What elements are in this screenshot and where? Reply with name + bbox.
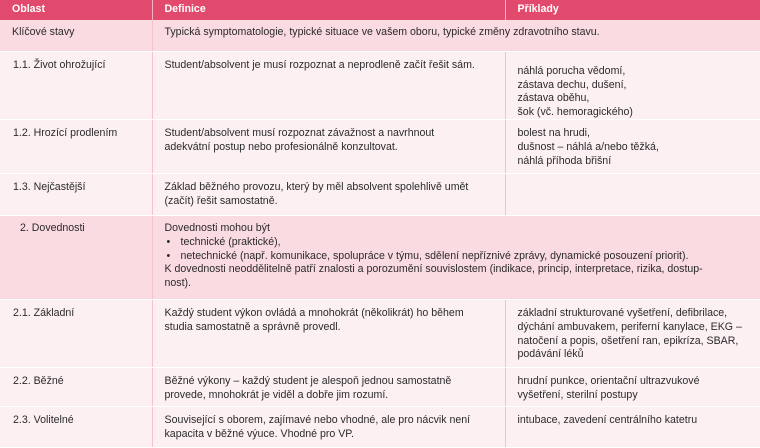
examples-cell (505, 368, 760, 407)
definition-cell (152, 120, 505, 174)
definition-line: kapacita v běžné výuce. Vhodné pro VP. (164, 427, 354, 440)
area-cell: Klíčové stavy (0, 20, 152, 52)
definition-line: studia samostatně a správně provedl. (164, 320, 341, 333)
example-item: zástava oběhu, (517, 92, 590, 105)
definition-cell (152, 368, 505, 407)
definition-line: adekvátní postup nebo profesionálně konzultovat. (164, 140, 398, 153)
definition-cell (152, 216, 760, 300)
examples-cell (505, 300, 760, 368)
definition-line: Každý student výkon ovládá a mnohokrát (několikrát) ho během (164, 307, 464, 320)
skills-list (165, 236, 753, 263)
skills-list-item: • netechnické (např. komunikace, spolupráce v týmu, sdělení nepříznivé zprávy, dynamické posouzení priorit). (165, 250, 753, 264)
example-item: podávání léků (517, 348, 584, 361)
definition-cell (152, 407, 505, 448)
table-row (0, 174, 760, 216)
example-item: bolest na hrudi, (517, 127, 590, 140)
example-item: náhlá příhoda břišní (517, 154, 612, 167)
definition-cell: Typická symptomatologie, typické situace ve vašem oboru, typické změny zdravotního stavu. (152, 20, 760, 52)
definition-cell (152, 300, 505, 368)
example-item: zástava dechu, dušení, (517, 78, 627, 91)
area-cell: 2.2. Běžné (0, 368, 152, 407)
table-row (0, 300, 760, 368)
skills-list-item: • technické (praktické), (165, 236, 753, 250)
definition-line: Student/absolvent musí rozpoznat závažnost a navrhnout (164, 127, 435, 140)
example-item: vyšetření, sterilní postupy (517, 388, 638, 401)
example-item: natočení a popis, ošetření ran, epikríza, SBAR, (517, 334, 739, 347)
definition-line: Související s oborem, zajímavé nebo vhodné, ale pro nácvik není (164, 414, 471, 427)
header-priklady: Příklady (505, 0, 760, 20)
definition-outro: nost). (164, 276, 191, 289)
table-row (0, 407, 760, 448)
area-cell: 1.2. Hrozící prodlením (0, 120, 152, 174)
area-cell: 2. Dovednosti (0, 216, 152, 300)
section-row-klicove-stavy (0, 20, 760, 52)
examples-cell (505, 52, 760, 120)
examples-cell (505, 174, 760, 216)
definition-cell (152, 174, 505, 216)
header-definice: Definice (152, 0, 505, 20)
table-row (0, 120, 760, 174)
area-cell: 1.1. Život ohrožující (0, 52, 152, 120)
example-item: náhlá porucha vědomí, (517, 65, 626, 77)
example-item: dýchání ambuvakem, periferní kanylace, EKG – (517, 320, 742, 333)
definition-line: Běžné výkony – každý student je alespoň jednou samostatně (164, 375, 452, 388)
definition-cell: Student/absolvent je musí rozpoznat a neprodleně začít řešit sám. (152, 52, 505, 120)
definition-outro: K dovednosti neoddělitelně patří znalosti a porozumění souvislostem (indikace, princip, interpretace, rizika, dostup- (164, 263, 703, 276)
definition-line: provede, mnohokrát je viděl a dobře jim rozumí. (164, 388, 389, 401)
example-item: hrudní punkce, orientační ultrazvukové (517, 375, 700, 388)
area-cell: 1.3. Nejčastější (0, 174, 152, 216)
definition-line: (začít) řešit samostatně. (164, 194, 278, 207)
example-item: šok (vč. hemoragického) (517, 105, 633, 118)
table-header-row (0, 0, 760, 20)
table-row (0, 52, 760, 120)
area-cell: 2.1. Základní (0, 300, 152, 368)
examples-cell (505, 120, 760, 174)
definition-line: Základ běžného provozu, který by měl absolvent spolehlivě umět (164, 181, 469, 194)
example-item: základní strukturované vyšetření, defibrilace, (517, 307, 728, 320)
table-row (0, 368, 760, 407)
area-cell: 2.3. Volitelné (0, 407, 152, 448)
example-item: dušnost – náhlá a/nebo těžká, (517, 140, 659, 153)
definition-intro: Dovednosti mohou být (164, 222, 270, 235)
section-row-dovednosti (0, 216, 760, 300)
example-item: intubace, zavedení centrálního katetru (517, 414, 698, 427)
examples-cell (505, 407, 760, 448)
header-oblast: Oblast (0, 0, 152, 20)
